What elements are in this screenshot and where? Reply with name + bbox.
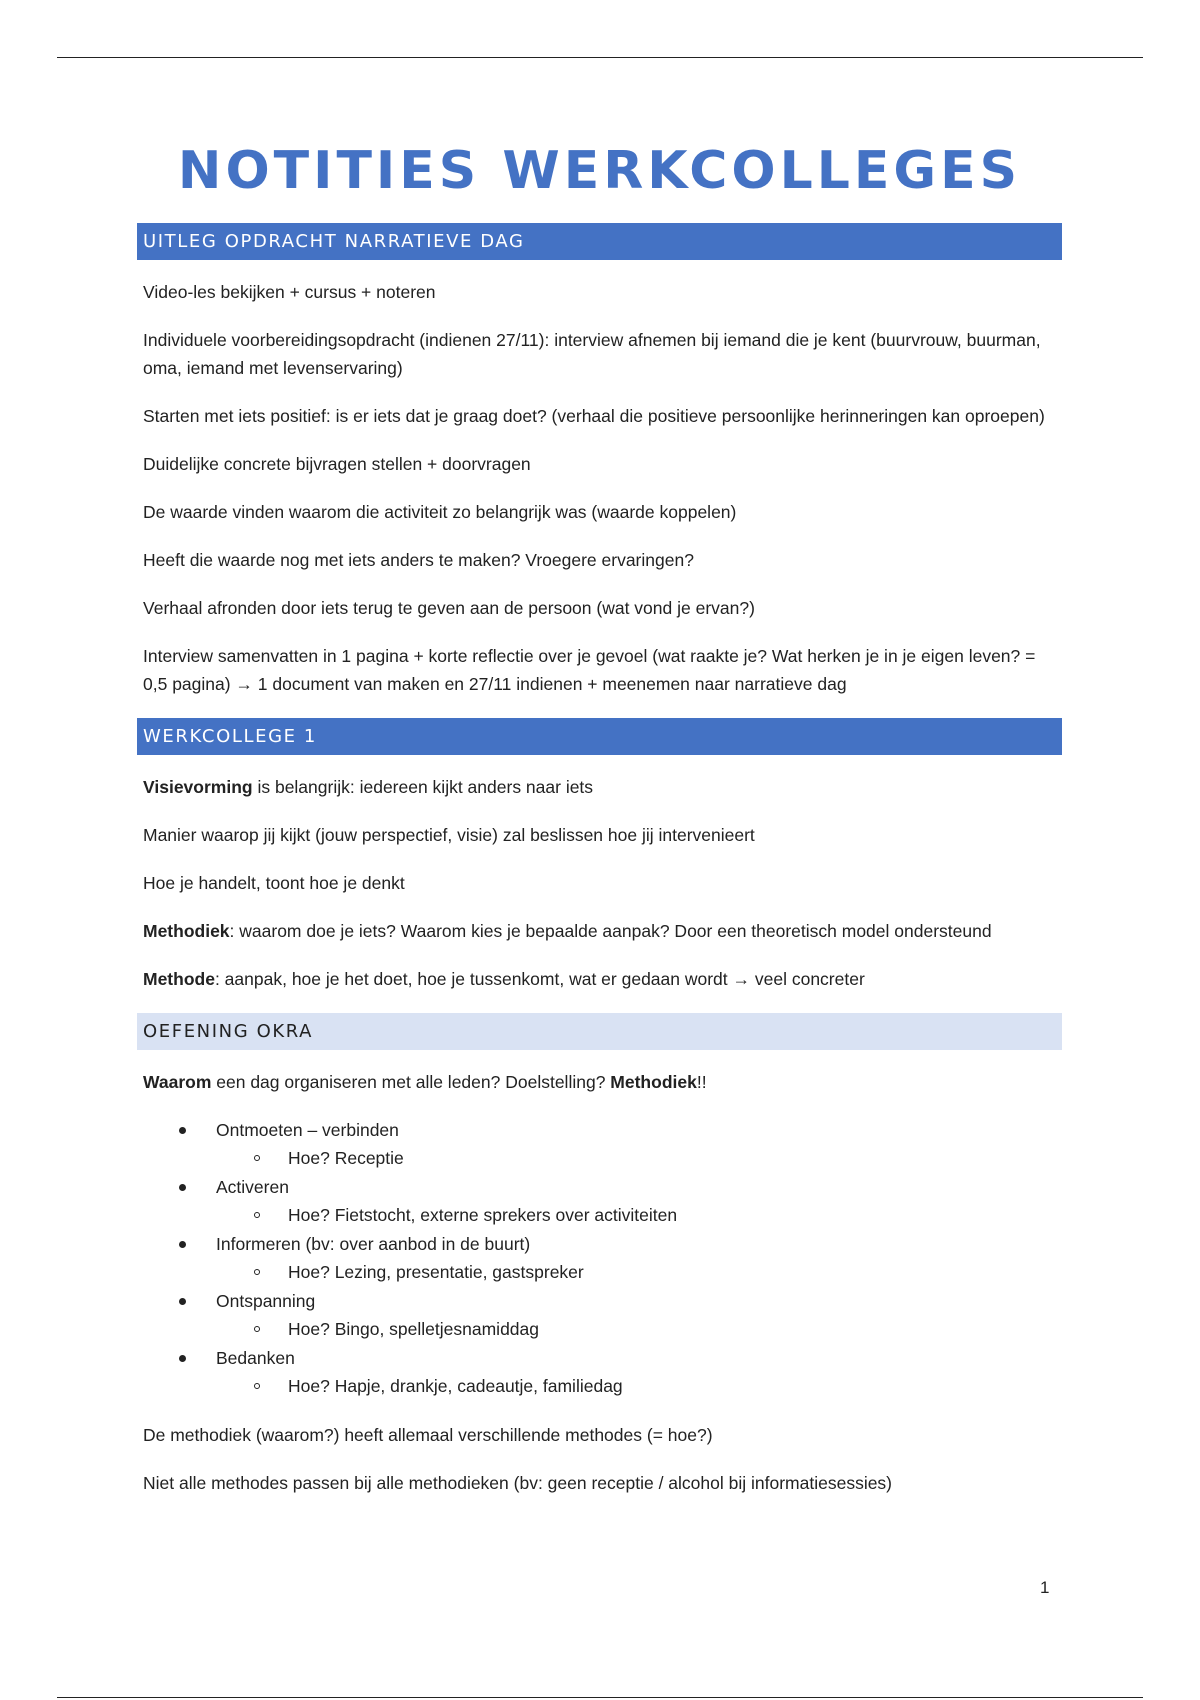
document-body <box>137 138 1062 1517</box>
section-heading-uitleg: UITLEG OPDRACHT NARRATIEVE DAG <box>137 223 1062 260</box>
bold-term: Visievorming <box>143 776 253 797</box>
paragraph: Heeft die waarde nog met iets anders te maken? Vroegere ervaringen? <box>143 549 694 570</box>
paragraph: Verhaal afronden door iets terug te geven aan de persoon (wat vond je ervan?) <box>143 597 755 618</box>
paragraph: De waarde vinden waarom die activiteit zo belangrijk was (waarde koppelen) <box>143 501 737 522</box>
sub-list <box>216 1258 1062 1287</box>
bullet-icon <box>179 1298 186 1305</box>
sub-list-item <box>216 1372 1062 1401</box>
list-item <box>137 1344 1062 1401</box>
sub-list-item-label: Hoe? Lezing, presentatie, gastspreker <box>288 1262 584 1283</box>
list-item <box>137 1173 1062 1230</box>
bullet-list <box>137 1116 1062 1401</box>
paragraph-text: is belangrijk: iedereen kijkt anders naar iets <box>252 776 594 797</box>
list-item-label: Informeren (bv: over aanbod in de buurt) <box>216 1233 531 1254</box>
sub-list-item <box>216 1315 1062 1344</box>
bullet-icon <box>179 1355 186 1362</box>
paragraph: Manier waarop jij kijkt (jouw perspectief, visie) zal beslissen hoe jij intervenieert <box>143 824 755 845</box>
list-item <box>137 1116 1062 1173</box>
hollow-bullet-icon <box>254 1212 260 1218</box>
sub-list-item <box>216 1258 1062 1287</box>
sub-list-item-label: Hoe? Hapje, drankje, cadeautje, familiedag <box>288 1376 623 1397</box>
sub-list <box>216 1372 1062 1401</box>
paragraph: Video-les bekijken + cursus + noteren <box>143 281 436 302</box>
hollow-bullet-icon <box>254 1269 260 1275</box>
sub-list-item-label: Hoe? Bingo, spelletjesnamiddag <box>288 1319 539 1340</box>
bold-term: Methodiek <box>143 920 230 941</box>
paragraph: De methodiek (waarom?) heeft allemaal verschillende methodes (= hoe?) <box>143 1424 713 1445</box>
bullet-icon <box>179 1127 186 1134</box>
paragraph: Starten met iets positief: is er iets dat je graag doet? (verhaal die positieve persoonlijke herinneringen kan oproepen) <box>143 405 1045 426</box>
hollow-bullet-icon <box>254 1326 260 1332</box>
bullet-icon <box>179 1184 186 1191</box>
paragraph <box>143 917 1062 945</box>
paragraph: Interview samenvatten in 1 pagina + korte reflectie over je gevoel (wat raakte je? Wat herken je in je eigen leven? = 0,5 pagina) → 1 document van maken en 27/11 indienen + meenemen naar narratieve dag <box>143 645 1036 694</box>
list-item-label: Activeren <box>216 1176 289 1197</box>
bold-term: Waarom <box>143 1071 212 1092</box>
sub-list-item <box>216 1144 1062 1173</box>
sub-list <box>216 1315 1062 1344</box>
hollow-bullet-icon <box>254 1155 260 1161</box>
list-item <box>137 1230 1062 1287</box>
list-item-label: Ontspanning <box>216 1290 316 1311</box>
paragraph: Niet alle methodes passen bij alle methodieken (bv: geen receptie / alcohol bij informatiesessies) <box>143 1472 893 1493</box>
section-heading-werkcollege-1: WERKCOLLEGE 1 <box>137 718 1062 755</box>
document-title: NOTITIES WERKCOLLEGES <box>177 141 1022 201</box>
paragraph <box>143 1068 1062 1096</box>
paragraph-text: : aanpak, hoe je het doet, hoe je tussenkomt, wat er gedaan wordt → veel concreter <box>214 968 865 989</box>
footer-rule <box>57 1697 1143 1698</box>
section-heading-oefening-okra: OEFENING OKRA <box>137 1013 1062 1050</box>
paragraph <box>143 773 1062 801</box>
header-rule <box>57 57 1143 58</box>
paragraph-text: een dag organiseren met alle leden? Doelstelling? <box>211 1071 611 1092</box>
sub-list <box>216 1144 1062 1173</box>
sub-list-item-label: Hoe? Receptie <box>288 1148 404 1169</box>
sub-list-item <box>216 1201 1062 1230</box>
paragraph <box>143 965 1062 993</box>
list-item <box>137 1287 1062 1344</box>
paragraph-text: !! <box>696 1071 707 1092</box>
list-item-label: Bedanken <box>216 1347 295 1368</box>
bold-term: Methode <box>143 968 215 989</box>
list-item-label: Ontmoeten – verbinden <box>216 1119 399 1140</box>
paragraph-text: : waarom doe je iets? Waarom kies je bepaalde aanpak? Door een theoretisch model ondersteund <box>229 920 992 941</box>
paragraph: Duidelijke concrete bijvragen stellen + doorvragen <box>143 453 531 474</box>
page-number: 1 <box>1040 1578 1050 1597</box>
paragraph: Hoe je handelt, toont hoe je denkt <box>143 872 405 893</box>
paragraph: Individuele voorbereidingsopdracht (indienen 27/11): interview afnemen bij iemand die je kent (buurvrouw, buurman, oma, iemand met levenservaring) <box>143 329 1041 378</box>
bullet-icon <box>179 1241 186 1248</box>
sub-list-item-label: Hoe? Fietstocht, externe sprekers over activiteiten <box>288 1205 678 1226</box>
hollow-bullet-icon <box>254 1383 260 1389</box>
sub-list <box>216 1201 1062 1230</box>
bold-term: Methodiek <box>610 1071 697 1092</box>
